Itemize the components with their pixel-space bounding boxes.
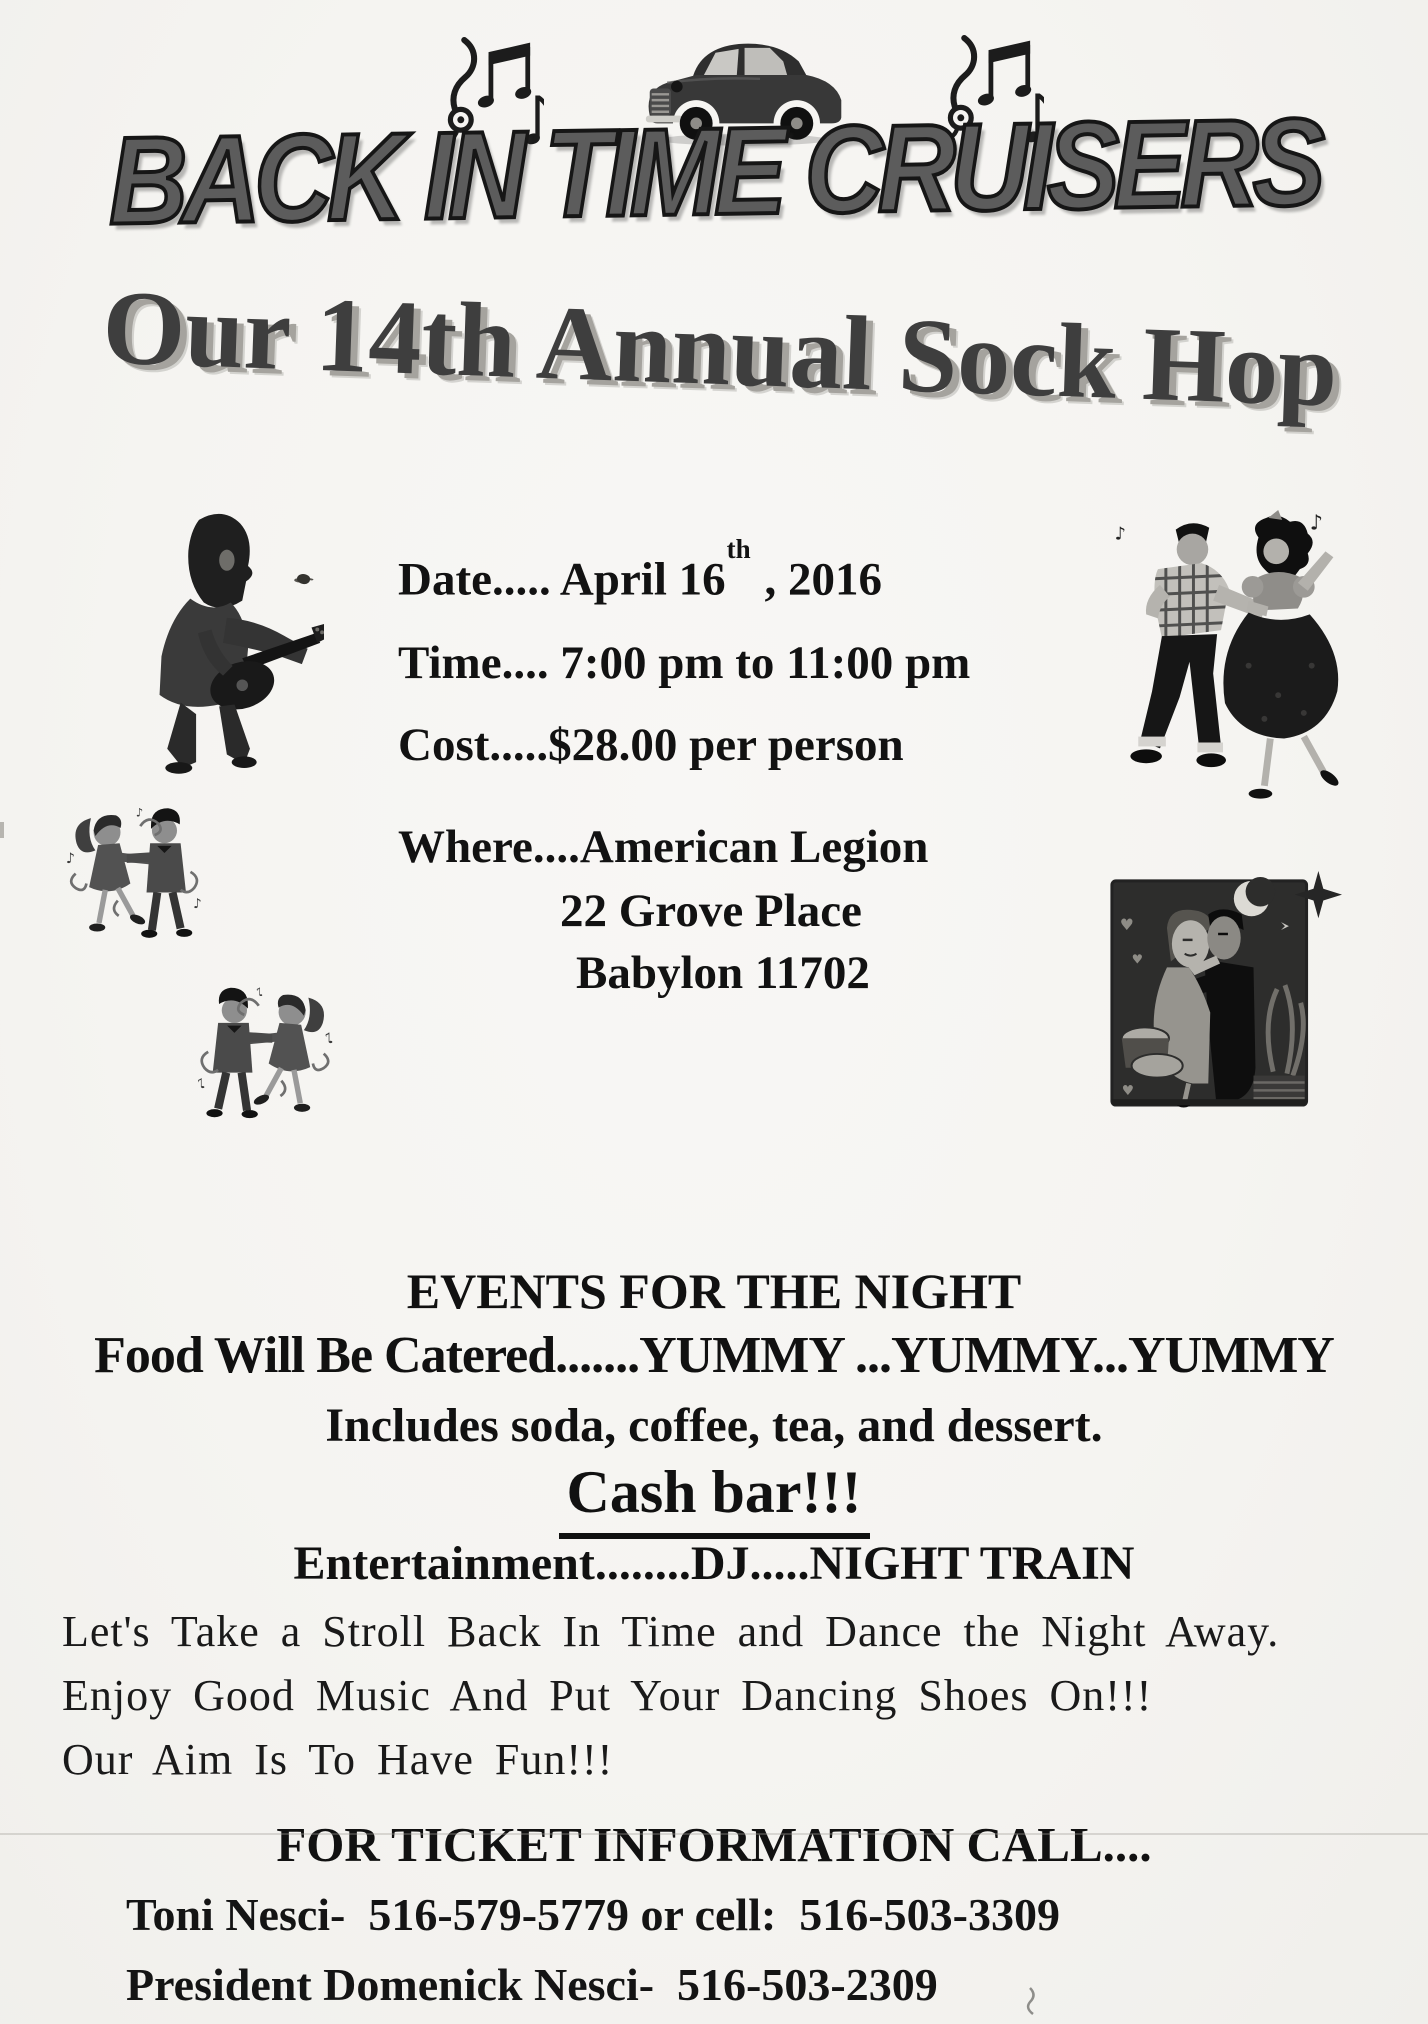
date-line (398, 534, 882, 606)
where-street-line: 22 Grove Place (560, 885, 862, 937)
page-title: BACK IN TIME CRUISERS (107, 93, 1321, 251)
events-heading: EVENTS FOR THE NIGHT (406, 1263, 1022, 1319)
page-subtitle: Our 14th Annual Sock Hop (100, 268, 1340, 429)
date-year-text: , 2016 (752, 553, 882, 606)
dancing-couple-1-illustration (64, 796, 212, 972)
night-dancers-illustration (1106, 864, 1342, 1120)
scan-line-artifact (0, 1833, 1428, 1835)
jitterbug-couple-illustration (1100, 508, 1348, 843)
date-ordinal-suffix: th (726, 534, 751, 564)
date-text: Date..... April 16 (398, 553, 726, 606)
heart-icon: ♥ (1121, 1083, 1135, 1100)
includes-line: Includes soda, coffee, tea, and dessert. (325, 1399, 1103, 1452)
food-line: Food Will Be Catered.......YUMMY ...YUMMY...YUMMY (94, 1327, 1334, 1384)
cash-bar-text: Cash bar!!! (559, 1458, 870, 1539)
cost-line: Cost.....$28.00 per person (398, 719, 904, 771)
time-line: Time.... 7:00 pm to 11:00 pm (398, 637, 971, 689)
where-line: Where....American Legion (398, 821, 929, 873)
tickets-heading: FOR TICKET INFORMATION CALL.... (276, 1817, 1152, 1872)
guitarist-illustration (98, 505, 324, 777)
pitch-line-3: Our Aim Is To Have Fun!!! (62, 1735, 614, 1784)
heart-icon: ♥ (1119, 915, 1134, 935)
heart-icon: ♥ (1131, 952, 1144, 968)
scan-squiggle-artifact (1022, 1986, 1042, 2018)
edge-smudge (0, 822, 4, 838)
dancing-couple-2-illustration (186, 976, 336, 1152)
entertainment-line: Entertainment........DJ.....NIGHT TRAIN (293, 1537, 1135, 1590)
cash-bar-line (0, 1458, 1428, 1539)
contact-line-1: Toni Nesci- 516-579-5779 or cell: 516-503-3309 (126, 1889, 1060, 1940)
where-city-line: Babylon 11702 (576, 947, 870, 999)
music-note-icon: ♪ (1114, 524, 1126, 545)
music-note-icon: ♪ (1309, 510, 1323, 535)
contact-line-2: President Domenick Nesci- 516-503-2309 (126, 1959, 938, 2010)
pitch-line-2: Enjoy Good Music And Put Your Dancing Shoes On!!! (62, 1671, 1153, 1720)
pitch-line-1: Let's Take a Stroll Back In Time and Dance the Night Away. (62, 1607, 1280, 1656)
moon-icon (1246, 877, 1276, 907)
